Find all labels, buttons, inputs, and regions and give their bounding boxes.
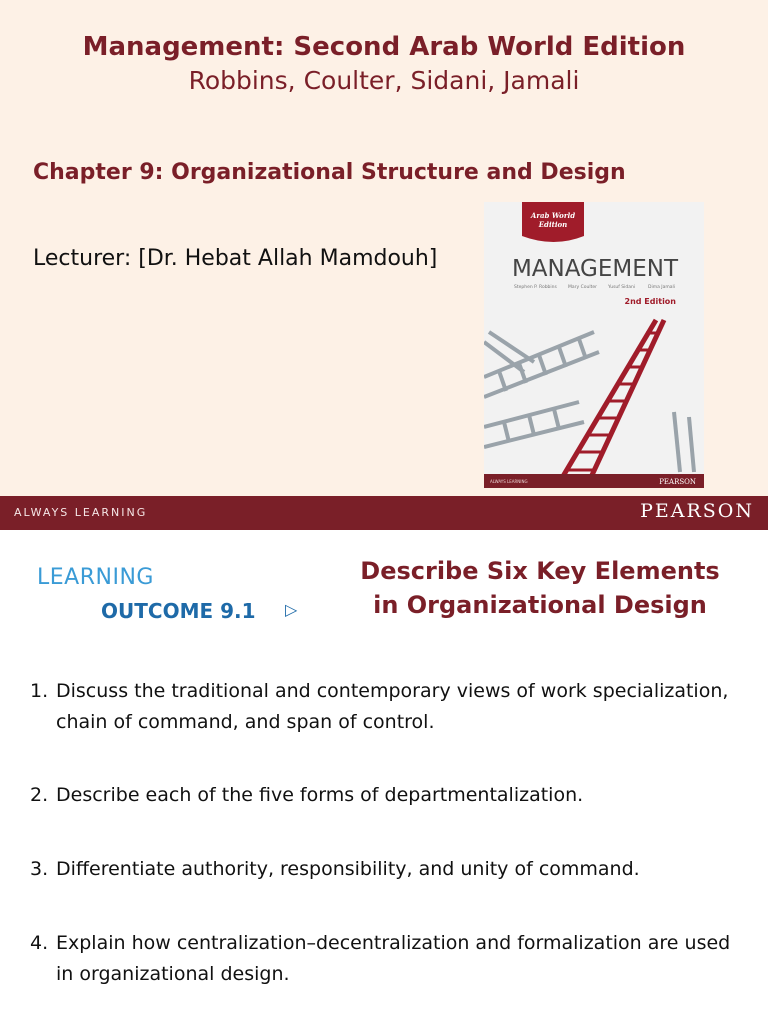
always-learning-label: ALWAYS LEARNING (14, 506, 148, 519)
cover-footer-right: PEARSON (659, 478, 696, 486)
outcome-label: OUTCOME 9.1 (101, 599, 256, 623)
lecturer-name: Lecturer: [Dr. Hebat Allah Mamdouh] (33, 246, 438, 271)
cover-author-2: Mary Coulter (568, 285, 597, 290)
cover-badge-line2: Edition (538, 220, 568, 229)
book-cover-illustration (484, 202, 704, 488)
slide-heading-line1: Describe Six Key Elements (360, 557, 720, 585)
objectives-list (30, 676, 750, 990)
cover-badge-line1: Arab World (530, 211, 576, 220)
play-arrow-icon: ▷ (285, 600, 298, 619)
list-item (30, 780, 750, 811)
slide-heading-line2: in Organizational Design (373, 591, 707, 619)
book-authors: Robbins, Coulter, Sidani, Jamali (188, 66, 580, 95)
cover-footer-left: ALWAYS LEARNING (490, 479, 528, 484)
cover-author-3: Yusuf Sidani (608, 285, 636, 290)
list-item-text: Discuss the traditional and contemporary views of work specialization, chain of command, and span of control. (56, 680, 729, 733)
list-item-number: 4. (30, 932, 49, 954)
book-title: Management: Second Arab World Edition (82, 32, 686, 62)
list-item (30, 676, 750, 738)
cover-author-4: Dima Jamali (648, 285, 676, 290)
list-item-text: Explain how centralization–decentralization and formalization are used in organizational design. (56, 932, 731, 985)
cover-edition: 2nd Edition (624, 297, 676, 306)
pearson-logo: PEARSON (640, 500, 754, 522)
list-item-number: 3. (30, 858, 49, 880)
cover-author-1: Stephen P. Robbins (514, 285, 557, 290)
pearson-footer-bar (0, 496, 768, 530)
title-slide (0, 0, 768, 496)
list-item-number: 2. (30, 784, 49, 806)
learning-label: LEARNING (37, 565, 154, 590)
slide-heading (320, 554, 760, 622)
cover-title: MANAGEMENT (511, 256, 679, 282)
chapter-title: Chapter 9: Organizational Structure and Design (33, 160, 626, 185)
list-item (30, 928, 750, 990)
list-item-text: Differentiate authority, responsibility, and unity of command. (56, 858, 640, 880)
list-item-number: 1. (30, 680, 49, 702)
list-item-text: Describe each of the five forms of departmentalization. (56, 784, 584, 806)
list-item (30, 854, 750, 885)
book-cover-image (484, 202, 704, 488)
